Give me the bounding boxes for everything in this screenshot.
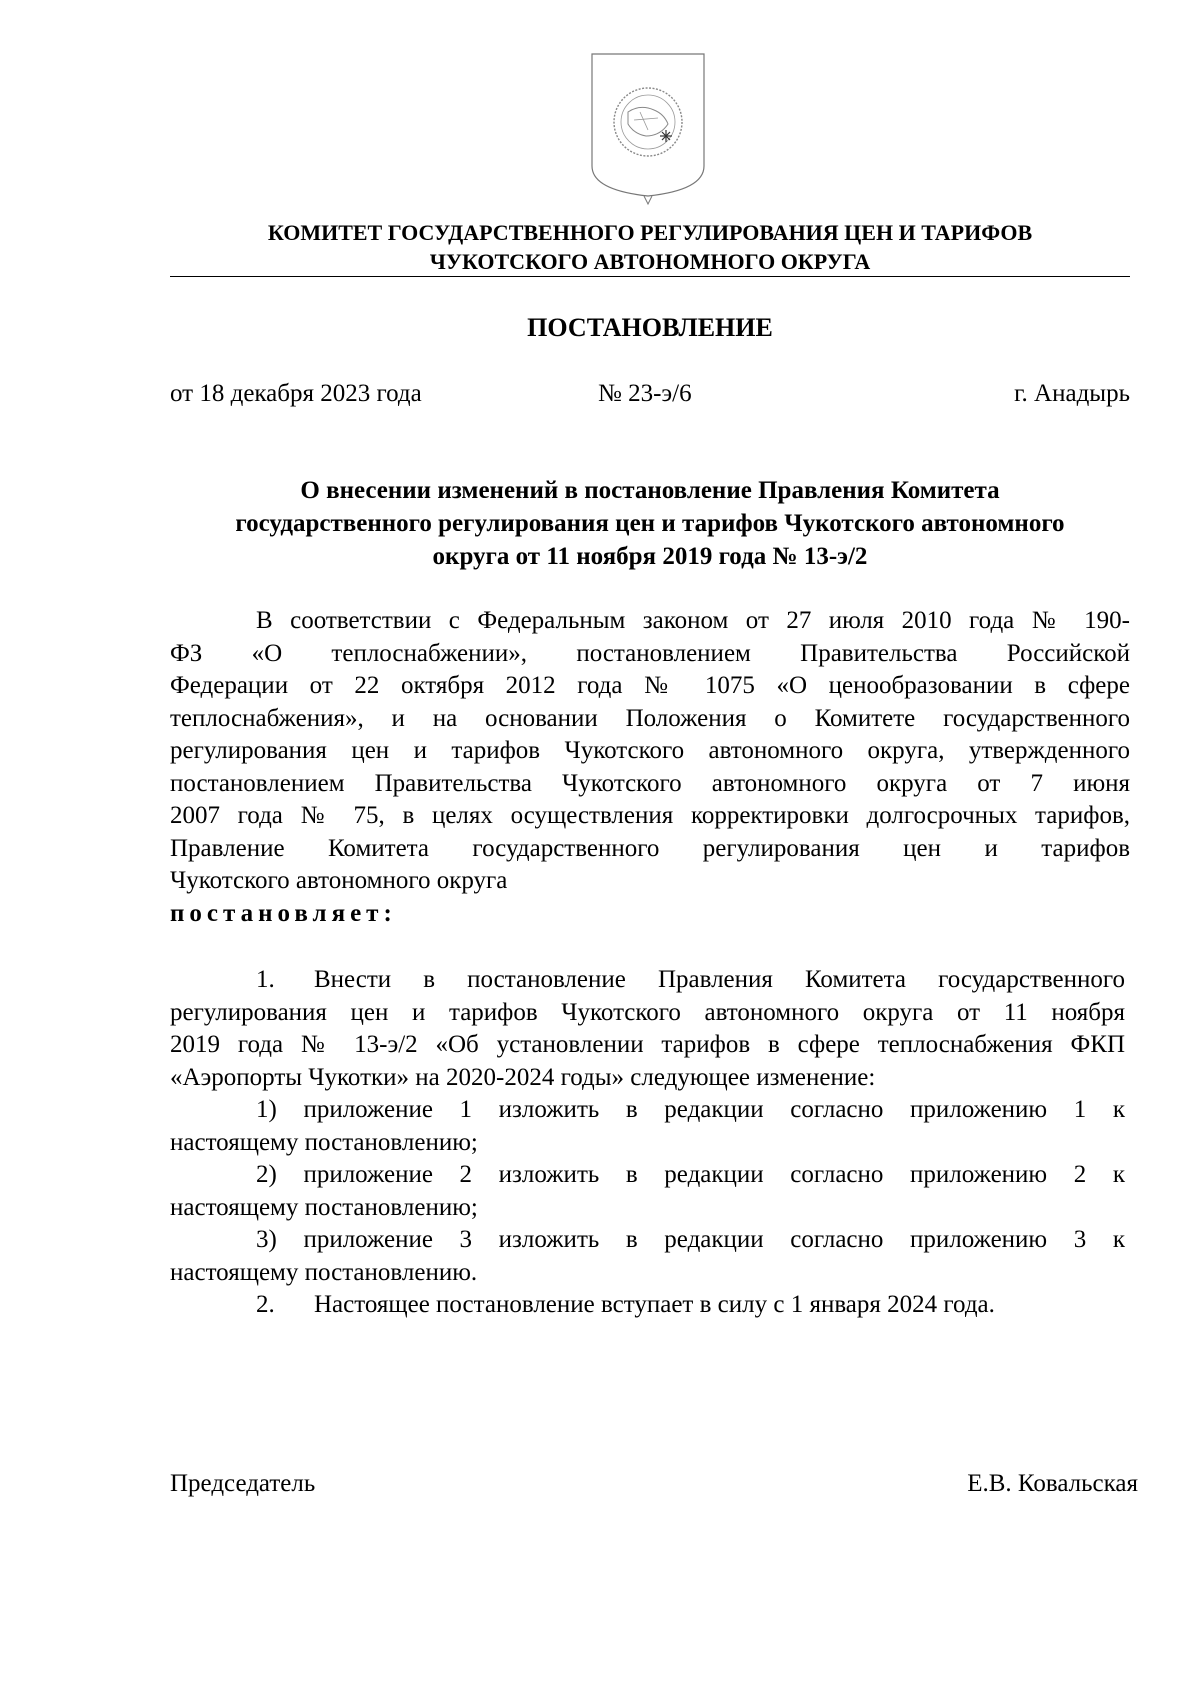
organization-line-2: ЧУКОТСКОГО АВТОНОМНОГО ОКРУГА [429, 249, 871, 274]
organization-line-1: КОМИТЕТ ГОСУДАРСТВЕННОГО РЕГУЛИРОВАНИЯ ЦЕН И ТАРИФОВ [267, 220, 1033, 245]
document-type: ПОСТАНОВЛЕНИЕ [527, 313, 773, 342]
title-line-3: округа от 11 ноября 2019 года № 13-э/2 [432, 543, 868, 570]
decree-word: постановляет: [170, 899, 397, 927]
item-number: 1. [256, 966, 275, 993]
subitem-1-line: 1) приложение 1 изложить в редакции согласно приложению 1 к [256, 1096, 1125, 1123]
document-city: г. Анадырь [1014, 380, 1130, 407]
item-1-line: 2019 года № 13-э/2 «Об установлении тарифов в сфере теплоснабжения ФКП [170, 1031, 1125, 1058]
item-2-line [170, 1289, 1125, 1322]
item-number: 2. [256, 1291, 275, 1318]
preamble-line: Чукотского автономного округа [170, 867, 508, 894]
preamble-line: постановлением Правительства Чукотского автономного округа от 7 июня [170, 769, 1130, 797]
coat-of-arms-icon [588, 50, 708, 208]
title-line-2: государственного регулирования цен и тарифов Чукотского автономного [235, 510, 1065, 537]
subitem-2-line: 2) приложение 2 изложить в редакции согласно приложению 2 к [256, 1161, 1125, 1188]
item-1-line [170, 964, 1125, 997]
document-body [170, 605, 1130, 1322]
organization-name [170, 218, 1130, 276]
document-number: № 23-э/6 [598, 380, 692, 407]
subitem-1-line: настоящему постановлению; [170, 1128, 478, 1156]
preamble-line: теплоснабжения», и на основании Положения о Комитете государственного [170, 704, 1130, 732]
title-line-1: О внесении изменений в постановление Правления Комитета [300, 477, 1000, 504]
item-1-line: «Аэропорты Чукотки» на 2020-2024 годы» следующее изменение: [170, 1063, 876, 1091]
subitem-3-line: 3) приложение 3 изложить в редакции согласно приложению 3 к [256, 1226, 1125, 1253]
preamble-line: В соответствии с Федеральным законом от 27 июля 2010 года № 190- [256, 607, 1130, 634]
preamble-line: ФЗ «О теплоснабжении», постановлением Правительства Российской [170, 639, 1130, 667]
document-title [170, 474, 1130, 573]
document-meta [170, 378, 1130, 412]
preamble [170, 605, 1130, 930]
preamble-line: Правление Комитета государственного регулирования цен и тарифов [170, 834, 1130, 862]
preamble-line: регулирования цен и тарифов Чукотского автономного округа, утвержденного [170, 737, 1130, 764]
subitem-2-line: настоящему постановлению; [170, 1193, 478, 1221]
subitem-3-line: настоящему постановлению. [170, 1258, 478, 1286]
preamble-line: Федерации от 22 октября 2012 года № 1075 «О ценообразовании в сфере [170, 672, 1130, 699]
signature-block [170, 1468, 1138, 1502]
signatory-name: Е.В. Ковальская [967, 1470, 1138, 1497]
decree-items [170, 964, 1125, 1322]
header-divider [170, 276, 1130, 277]
item-1-text: Внести в постановление Правления Комитета государственного [314, 966, 1125, 993]
preamble-line: 2007 года № 75, в целях осуществления корректировки долгосрочных тарифов, [170, 802, 1130, 829]
item-2-text: Настоящее постановление вступает в силу с 1 января 2024 года. [314, 1291, 995, 1318]
document-date: от 18 декабря 2023 года [170, 380, 422, 407]
item-1-line: регулирования цен и тарифов Чукотского автономного округа от 11 ноября [170, 998, 1125, 1026]
signatory-role: Председатель [170, 1470, 316, 1497]
